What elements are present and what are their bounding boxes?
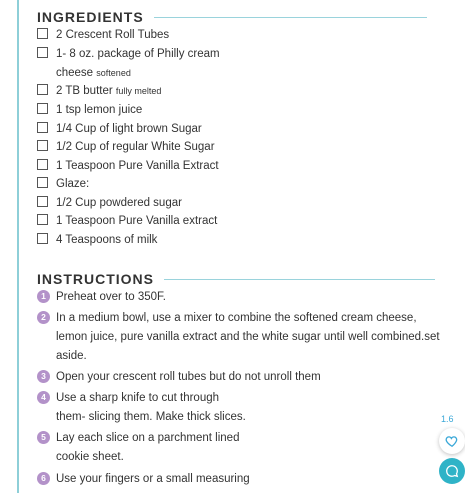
step-number-badge: 1	[37, 290, 50, 303]
ingredient-checkbox[interactable]	[37, 122, 48, 133]
ingredient-label: 1- 8 oz. package of Philly cream	[56, 48, 220, 60]
step-number-badge: 5	[37, 431, 50, 444]
step-text: In a medium bowl, use a mixer to combine the softened cream cheese,	[56, 312, 417, 324]
chat-button[interactable]	[439, 458, 465, 484]
step-text: Preheat over to 350F.	[56, 291, 166, 303]
step-text: them- slicing them. Make thick slices.	[56, 411, 246, 423]
ingredient-label: cheese	[56, 67, 94, 79]
ingredient-checkbox[interactable]	[37, 103, 48, 114]
ingredient-label: 2 TB butter	[56, 85, 113, 97]
ingredient-note: fully melted	[115, 86, 162, 96]
step-text: Lay each slice on a parchment lined	[56, 432, 240, 444]
ingredient-checkbox[interactable]	[37, 28, 48, 39]
chat-icon	[445, 464, 459, 478]
ingredient-label: 1 tsp lemon juice	[56, 104, 143, 116]
step-text: Use your fingers or a small measuring	[56, 473, 250, 485]
ingredient-checkbox[interactable]	[37, 140, 48, 151]
favorite-button[interactable]	[439, 428, 465, 454]
ingredient-checkbox[interactable]	[37, 196, 48, 207]
ingredient-checkbox[interactable]	[37, 177, 48, 188]
ingredient-checkbox[interactable]	[37, 214, 48, 225]
step-number-badge: 3	[37, 370, 50, 383]
step-number-badge: 6	[37, 472, 50, 485]
step-text: lemon juice, pure vanilla extract and the white sugar until well combined.set	[56, 331, 440, 343]
ingredients-heading: INGREDIENTS	[37, 9, 144, 25]
ingredient-checkbox[interactable]	[37, 159, 48, 170]
ingredient-label: 4 Teaspoons of milk	[56, 234, 158, 246]
ingredient-label: Glaze:	[56, 178, 90, 190]
step-text: cookie sheet.	[56, 451, 124, 463]
step-text: aside.	[56, 350, 87, 362]
heart-icon	[445, 434, 459, 448]
ingredient-label: 2 Crescent Roll Tubes	[56, 29, 170, 41]
ingredient-label: 1/4 Cup of light brown Sugar	[56, 123, 202, 135]
instructions-header	[37, 269, 435, 289]
instructions-heading: INSTRUCTIONS	[37, 271, 154, 287]
step-text: Open your crescent roll tubes but do not unroll them	[56, 371, 321, 383]
ingredient-label: 1 Teaspoon Pure Vanilla Extract	[56, 160, 219, 172]
favorite-count: 1.6	[441, 414, 454, 424]
ingredient-note: softened	[96, 68, 131, 78]
ingredient-label: 1 Teaspoon Pure Vanilla extract	[56, 215, 218, 227]
step-number-badge: 4	[37, 391, 50, 404]
ingredient-checkbox[interactable]	[37, 84, 48, 95]
ingredient-label: 1/2 Cup of regular White Sugar	[56, 141, 215, 153]
ingredient-checkbox[interactable]	[37, 233, 48, 244]
instructions-header-rule	[164, 279, 435, 280]
ingredients-header	[37, 7, 427, 27]
ingredient-checkbox[interactable]	[37, 47, 48, 58]
left-accent-rule	[17, 0, 19, 493]
step-text: Use a sharp knife to cut through	[56, 392, 220, 404]
ingredients-header-rule	[154, 17, 427, 18]
step-number-badge: 2	[37, 311, 50, 324]
ingredient-label: 1/2 Cup powdered sugar	[56, 197, 182, 209]
